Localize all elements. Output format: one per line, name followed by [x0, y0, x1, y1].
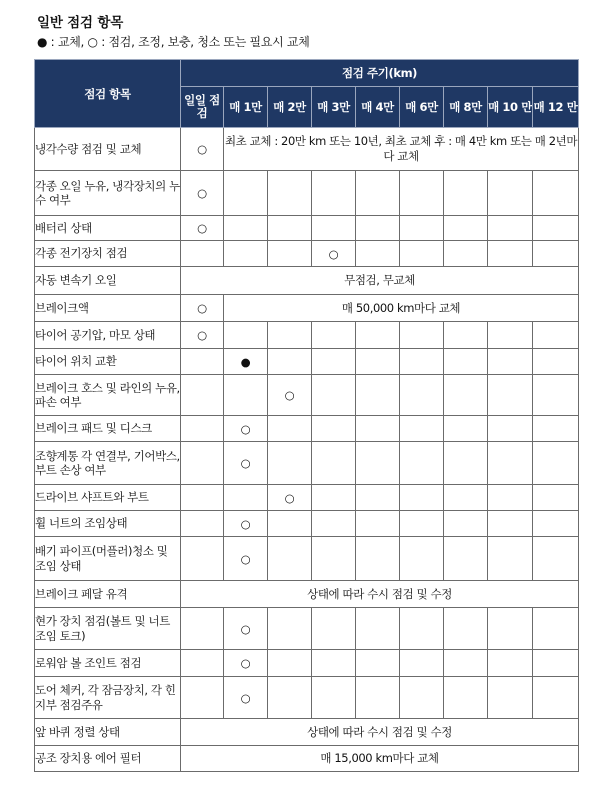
- interval-cell: [400, 537, 444, 581]
- header-interval-7: 매 10 만: [488, 87, 533, 128]
- inspect-mark-icon: ○: [197, 328, 207, 342]
- item-label: 배터리 상태: [35, 216, 181, 241]
- item-label: 휠 너트의 조임상태: [35, 511, 181, 537]
- interval-cell: [400, 416, 444, 442]
- interval-cell: [356, 485, 400, 511]
- item-label: 앞 바퀴 정렬 상태: [35, 719, 181, 746]
- interval-cell: [224, 511, 268, 537]
- interval-cell: [488, 171, 533, 216]
- maintenance-schedule-table: [34, 59, 579, 772]
- header-interval-0: 일일 점검: [181, 87, 224, 128]
- interval-cell: [400, 375, 444, 416]
- header-interval-1: 매 1만: [224, 87, 268, 128]
- header-interval-4: 매 4만: [356, 87, 400, 128]
- item-label: 각종 전기장치 점검: [35, 241, 181, 267]
- interval-cell: [444, 171, 488, 216]
- row-note: 상태에 따라 수시 점검 및 수정: [181, 719, 579, 746]
- interval-cell: [488, 416, 533, 442]
- header-interval-8: 매 12 만: [533, 87, 579, 128]
- interval-cell: [268, 416, 312, 442]
- interval-cell: [400, 216, 444, 241]
- interval-cell: [533, 677, 579, 719]
- interval-cell: [224, 216, 268, 241]
- header-item-column: 점검 항목: [35, 60, 181, 128]
- interval-cell: [224, 650, 268, 677]
- inspect-mark-icon: ○: [240, 421, 251, 436]
- interval-cell: [533, 416, 579, 442]
- interval-cell: [224, 608, 268, 650]
- header-interval-5: 매 6만: [400, 87, 444, 128]
- table-row: [35, 608, 579, 650]
- inspect-mark-icon: ○: [197, 186, 207, 200]
- interval-cell: [444, 241, 488, 267]
- row-note: 무점검, 무교체: [181, 267, 579, 295]
- interval-cell: [533, 442, 579, 485]
- row-note: 상태에 따라 수시 점검 및 수정: [181, 581, 579, 608]
- table-row: [35, 171, 579, 216]
- table-row: [35, 295, 579, 322]
- interval-cell: [488, 677, 533, 719]
- interval-cell: [181, 241, 224, 267]
- inspect-mark-icon: ○: [328, 246, 339, 261]
- interval-cell: [488, 650, 533, 677]
- interval-cell: [400, 349, 444, 375]
- table-row: [35, 581, 579, 608]
- table-row: [35, 650, 579, 677]
- interval-cell: [181, 322, 224, 349]
- interval-cell: [181, 295, 224, 322]
- interval-cell: [488, 216, 533, 241]
- interval-cell: [533, 349, 579, 375]
- interval-cell: [533, 171, 579, 216]
- inspect-mark-icon: ○: [197, 301, 207, 315]
- interval-cell: [356, 537, 400, 581]
- interval-cell: [488, 349, 533, 375]
- item-label: 브레이크 패드 및 디스크: [35, 416, 181, 442]
- interval-cell: [400, 608, 444, 650]
- interval-cell: [356, 677, 400, 719]
- table-row: [35, 267, 579, 295]
- interval-cell: [268, 216, 312, 241]
- interval-cell: [444, 375, 488, 416]
- interval-cell: [400, 650, 444, 677]
- interval-cell: [224, 375, 268, 416]
- interval-cell: [444, 537, 488, 581]
- interval-cell: [533, 241, 579, 267]
- table-row: [35, 128, 579, 171]
- item-label: 드라이브 샤프트와 부트: [35, 485, 181, 511]
- interval-cell: [356, 511, 400, 537]
- interval-cell: [356, 650, 400, 677]
- header-interval-2: 매 2만: [268, 87, 312, 128]
- interval-cell: [444, 608, 488, 650]
- interval-cell: [312, 322, 356, 349]
- interval-cell: [181, 349, 224, 375]
- interval-cell: [356, 322, 400, 349]
- interval-cell: [444, 677, 488, 719]
- interval-cell: [444, 442, 488, 485]
- interval-cell: [312, 511, 356, 537]
- interval-cell: [181, 128, 224, 171]
- interval-cell: [533, 322, 579, 349]
- interval-cell: [312, 650, 356, 677]
- table-row: [35, 677, 579, 719]
- interval-cell: [400, 442, 444, 485]
- legend-text: ● : 교체, ○ : 점검, 조정, 보충, 청소 또는 필요시 교체: [37, 35, 310, 49]
- inspect-mark-icon: ○: [284, 490, 295, 505]
- interval-cell: [400, 485, 444, 511]
- interval-cell: [224, 322, 268, 349]
- interval-cell: [224, 171, 268, 216]
- interval-cell: [444, 216, 488, 241]
- interval-cell: [533, 216, 579, 241]
- interval-cell: [356, 375, 400, 416]
- interval-cell: [488, 442, 533, 485]
- interval-cell: [400, 171, 444, 216]
- interval-cell: [444, 322, 488, 349]
- interval-cell: [181, 442, 224, 485]
- interval-cell: [268, 442, 312, 485]
- interval-cell: [444, 349, 488, 375]
- table-row: [35, 416, 579, 442]
- table-row: [35, 485, 579, 511]
- interval-cell: [224, 416, 268, 442]
- interval-cell: [224, 241, 268, 267]
- interval-cell: [312, 349, 356, 375]
- item-label: 브레이크 호스 및 라인의 누유, 파손 여부: [35, 375, 181, 416]
- interval-cell: [356, 216, 400, 241]
- interval-cell: [268, 608, 312, 650]
- item-label: 공조 장치용 에어 필터: [35, 746, 181, 772]
- interval-cell: [268, 375, 312, 416]
- interval-cell: [356, 241, 400, 267]
- interval-cell: [312, 485, 356, 511]
- interval-cell: [312, 416, 356, 442]
- interval-cell: [268, 322, 312, 349]
- item-label: 로워암 볼 조인트 점검: [35, 650, 181, 677]
- item-label: 타이어 공기압, 마모 상태: [35, 322, 181, 349]
- item-label: 각종 오일 누유, 냉각장치의 누수 여부: [35, 171, 181, 216]
- interval-cell: [533, 511, 579, 537]
- inspect-mark-icon: ○: [240, 690, 251, 705]
- interval-cell: [533, 485, 579, 511]
- interval-cell: [488, 241, 533, 267]
- interval-cell: [312, 442, 356, 485]
- interval-cell: [181, 171, 224, 216]
- interval-cell: [268, 241, 312, 267]
- interval-cell: [181, 650, 224, 677]
- inspect-mark-icon: ○: [240, 551, 251, 566]
- interval-cell: [268, 537, 312, 581]
- interval-cell: [181, 485, 224, 511]
- inspect-mark-icon: ○: [240, 621, 251, 636]
- interval-cell: [268, 485, 312, 511]
- item-label: 배기 파이프(머플러)청소 및 조임 상태: [35, 537, 181, 581]
- interval-cell: [181, 608, 224, 650]
- item-label: 자동 변속기 오일: [35, 267, 181, 295]
- interval-cell: [268, 171, 312, 216]
- interval-cell: [268, 650, 312, 677]
- inspect-mark-icon: ○: [240, 456, 251, 470]
- interval-cell: [224, 537, 268, 581]
- interval-cell: [356, 416, 400, 442]
- replace-mark-icon: ●: [240, 354, 251, 369]
- interval-cell: [312, 216, 356, 241]
- item-label: 조향계통 각 연결부, 기어박스, 부트 손상 여부: [35, 442, 181, 485]
- interval-cell: [356, 608, 400, 650]
- item-label: 냉각수량 점검 및 교체: [35, 128, 181, 171]
- interval-cell: [444, 485, 488, 511]
- interval-cell: [488, 511, 533, 537]
- row-note: 매 50,000 km마다 교체: [224, 295, 579, 322]
- inspect-mark-icon: ○: [197, 221, 207, 235]
- interval-cell: [268, 511, 312, 537]
- schedule-body: [35, 128, 579, 772]
- interval-cell: [312, 241, 356, 267]
- item-label: 브레이크액: [35, 295, 181, 322]
- interval-cell: [400, 511, 444, 537]
- interval-cell: [488, 537, 533, 581]
- interval-cell: [224, 349, 268, 375]
- interval-cell: [444, 416, 488, 442]
- inspect-mark-icon: ○: [197, 142, 207, 156]
- interval-cell: [356, 349, 400, 375]
- interval-cell: [488, 485, 533, 511]
- interval-cell: [268, 349, 312, 375]
- table-row: [35, 442, 579, 485]
- page-title: 일반 점검 항목: [37, 15, 124, 31]
- item-label: 도어 체커, 각 잠금장치, 각 힌지부 점검주유: [35, 677, 181, 719]
- item-label: 타이어 위치 교환: [35, 349, 181, 375]
- interval-cell: [488, 608, 533, 650]
- interval-cell: [312, 608, 356, 650]
- interval-cell: [181, 416, 224, 442]
- table-row: [35, 375, 579, 416]
- interval-cell: [533, 650, 579, 677]
- header-period: 점검 주기(km): [181, 60, 579, 87]
- table-row: [35, 511, 579, 537]
- table-row: [35, 241, 579, 267]
- table-row: [35, 746, 579, 772]
- row-note: 최초 교체 : 20만 km 또는 10년, 최초 교체 후 : 매 4만 km 또는 매 2년마다 교체: [224, 128, 579, 171]
- interval-cell: [533, 608, 579, 650]
- interval-cell: [224, 442, 268, 485]
- interval-cell: [181, 216, 224, 241]
- header-interval-3: 매 3만: [312, 87, 356, 128]
- interval-cell: [224, 677, 268, 719]
- interval-cell: [181, 537, 224, 581]
- item-label: 현가 장치 점검(볼트 및 너트 조임 토크): [35, 608, 181, 650]
- table-row: [35, 322, 579, 349]
- interval-cell: [488, 375, 533, 416]
- interval-cell: [444, 511, 488, 537]
- interval-cell: [533, 375, 579, 416]
- table-row: [35, 537, 579, 581]
- interval-cell: [268, 677, 312, 719]
- interval-cell: [533, 537, 579, 581]
- interval-cell: [444, 650, 488, 677]
- interval-cell: [400, 677, 444, 719]
- interval-cell: [356, 171, 400, 216]
- interval-cell: [356, 442, 400, 485]
- table-row: [35, 216, 579, 241]
- interval-cell: [312, 171, 356, 216]
- interval-cell: [181, 375, 224, 416]
- inspect-mark-icon: ○: [240, 656, 251, 670]
- inspect-mark-icon: ○: [284, 388, 295, 402]
- interval-cell: [224, 485, 268, 511]
- interval-cell: [400, 241, 444, 267]
- item-label: 브레이크 페달 유격: [35, 581, 181, 608]
- inspect-mark-icon: ○: [240, 516, 251, 531]
- interval-cell: [312, 375, 356, 416]
- table-row: [35, 719, 579, 746]
- interval-cell: [312, 537, 356, 581]
- interval-cell: [181, 677, 224, 719]
- interval-cell: [400, 322, 444, 349]
- table-row: [35, 349, 579, 375]
- interval-cell: [181, 511, 224, 537]
- interval-cell: [488, 322, 533, 349]
- interval-cell: [312, 677, 356, 719]
- header-interval-6: 매 8만: [444, 87, 488, 128]
- row-note: 매 15,000 km마다 교체: [181, 746, 579, 772]
